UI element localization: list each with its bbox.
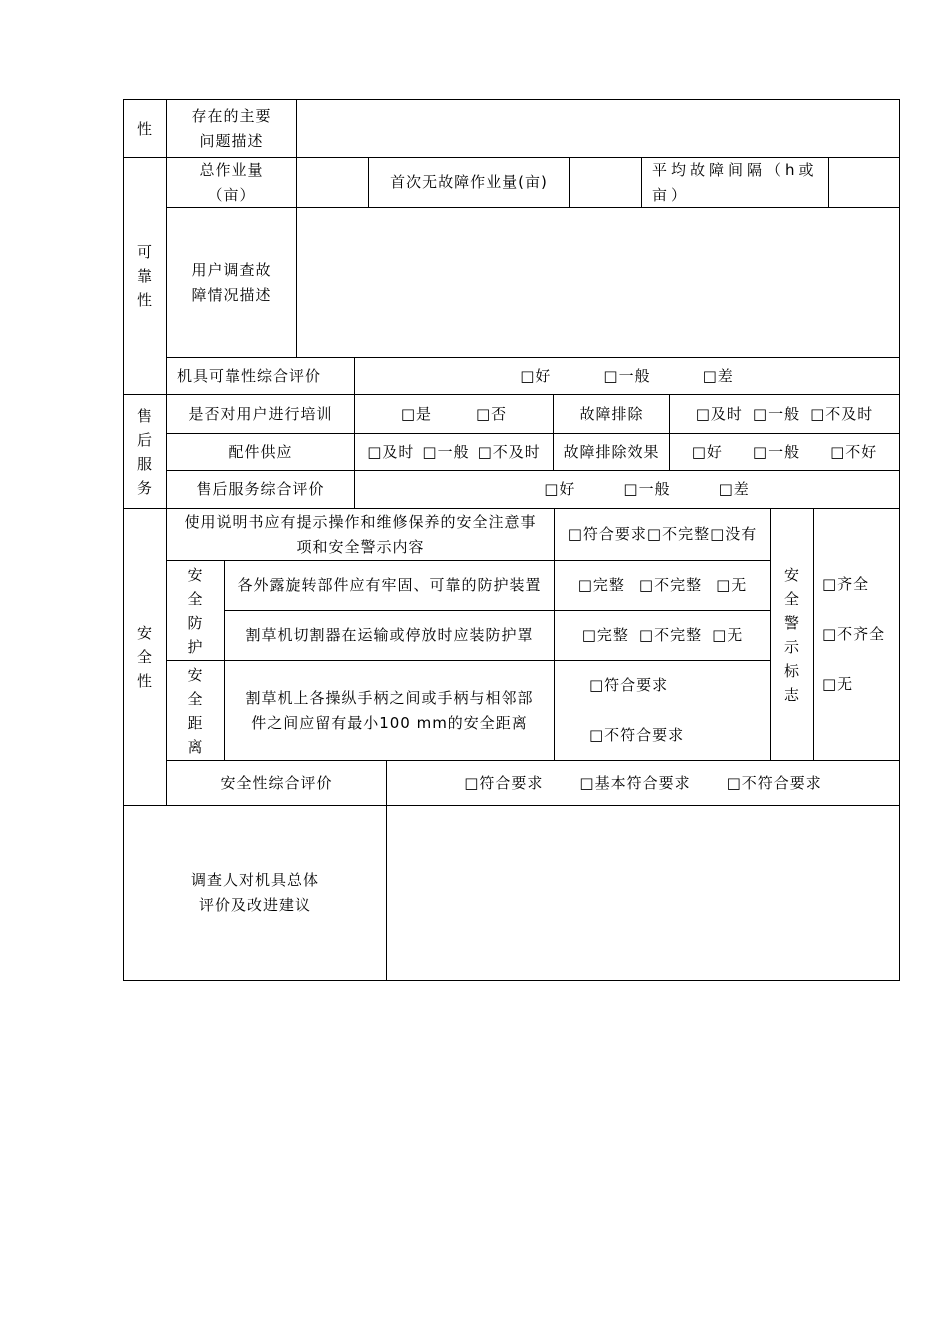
section-safety: 安全性 (123, 508, 167, 806)
option-bad[interactable]: □不好 (830, 442, 878, 461)
first-failure-label: 首次无故障作业量(亩) (368, 157, 570, 208)
after-sales-overall-label: 售后服务综合评价 (166, 470, 355, 509)
sign-label: 安全警示标志 (770, 508, 814, 761)
option-average[interactable]: □一般 (603, 366, 651, 385)
safety-overall-label: 安全性综合评价 (166, 760, 387, 806)
option-good[interactable]: □好 (691, 442, 723, 461)
total-work-value[interactable] (296, 157, 369, 208)
reliability-overall-label: 机具可靠性综合评价 (166, 357, 355, 395)
option-average[interactable]: □一般 (422, 442, 470, 461)
conclusion-label: 调查人对机具总体评价及改进建议 (123, 805, 387, 981)
first-failure-value[interactable] (569, 157, 642, 208)
manual-label: 使用说明书应有提示操作和维修保养的安全注意事项和安全警示内容 (166, 508, 555, 561)
after-sales-overall-options[interactable] (354, 470, 900, 509)
manual-options[interactable] (554, 508, 771, 561)
distance-label: 割草机上各操纵手柄之间或手柄与相邻部件之间应留有最小100 mm的安全距离 (224, 660, 555, 761)
training-options[interactable] (354, 394, 554, 434)
option-none[interactable]: □无 (822, 675, 854, 693)
guard-group: 安全防护 (166, 560, 225, 661)
problems-label: 存在的主要问题描述 (166, 99, 297, 158)
guard1-options[interactable] (554, 560, 771, 611)
option-incomplete[interactable]: □不完整 (638, 576, 703, 594)
option-complete[interactable]: □完整 (581, 626, 629, 644)
option-average[interactable]: □一般 (752, 404, 801, 423)
mtbf-value[interactable] (828, 157, 900, 208)
total-work-label: 总作业量（亩） (166, 157, 297, 208)
option-noncompliant[interactable]: □不符合要求 (589, 725, 685, 744)
distance-options[interactable] (554, 660, 771, 761)
option-untimely[interactable]: □不及时 (810, 404, 874, 423)
option-timely[interactable]: □及时 (367, 442, 415, 461)
troubleshoot-options[interactable] (669, 394, 900, 434)
option-none[interactable]: □没有 (710, 525, 758, 543)
section-after-sales: 售后服务 (123, 394, 167, 509)
safety-overall-options[interactable] (386, 760, 900, 806)
problems-value[interactable] (296, 99, 900, 158)
option-no[interactable]: □否 (476, 404, 508, 423)
parts-label: 配件供应 (166, 433, 355, 471)
sign-options[interactable] (813, 508, 900, 761)
option-timely[interactable]: □及时 (695, 404, 743, 423)
effect-label: 故障排除效果 (553, 433, 670, 471)
distance-group: 安全距离 (166, 660, 225, 761)
option-average[interactable]: □一般 (623, 480, 671, 498)
effect-options[interactable] (669, 433, 900, 471)
section-reliability: 可靠性 (123, 157, 167, 395)
option-incomplete[interactable]: □不齐全 (822, 625, 886, 643)
troubleshoot-label: 故障排除 (553, 394, 670, 434)
option-yes[interactable]: □是 (400, 404, 432, 423)
option-untimely[interactable]: □不及时 (477, 442, 541, 461)
option-compliant[interactable]: □符合要求 (567, 525, 647, 543)
conclusion-value[interactable] (386, 805, 900, 981)
training-label: 是否对用户进行培训 (166, 394, 355, 434)
option-average[interactable]: □一般 (752, 442, 801, 461)
option-good[interactable]: □好 (544, 480, 576, 498)
option-compliant[interactable]: □符合要求 (464, 773, 544, 792)
option-compliant[interactable]: □符合要求 (589, 676, 669, 695)
guard1-label: 各外露旋转部件应有牢固、可靠的防护装置 (224, 560, 555, 611)
option-poor[interactable]: □差 (702, 366, 734, 385)
option-basic[interactable]: □基本符合要求 (579, 773, 691, 792)
guard2-options[interactable] (554, 610, 771, 661)
user-survey-label: 用户调查故障情况描述 (166, 207, 297, 358)
mtbf-label: 平均故障间隔（h或亩） (641, 157, 829, 208)
reliability-overall-options[interactable] (354, 357, 900, 395)
guard2-label: 割草机切割器在运输或停放时应装防护罩 (224, 610, 555, 661)
option-good[interactable]: □好 (520, 366, 552, 385)
option-complete[interactable]: □齐全 (822, 575, 870, 593)
option-incomplete[interactable]: □不完整 (646, 525, 711, 543)
option-poor[interactable]: □差 (718, 480, 750, 498)
option-none[interactable]: □无 (716, 576, 748, 594)
option-complete[interactable]: □完整 (577, 576, 625, 594)
option-noncompliant[interactable]: □不符合要求 (726, 773, 822, 792)
option-incomplete[interactable]: □不完整 (638, 626, 703, 644)
option-none[interactable]: □无 (712, 626, 744, 644)
parts-options[interactable] (354, 433, 554, 471)
section-xing: 性 (123, 99, 167, 158)
user-survey-value[interactable] (296, 207, 900, 358)
